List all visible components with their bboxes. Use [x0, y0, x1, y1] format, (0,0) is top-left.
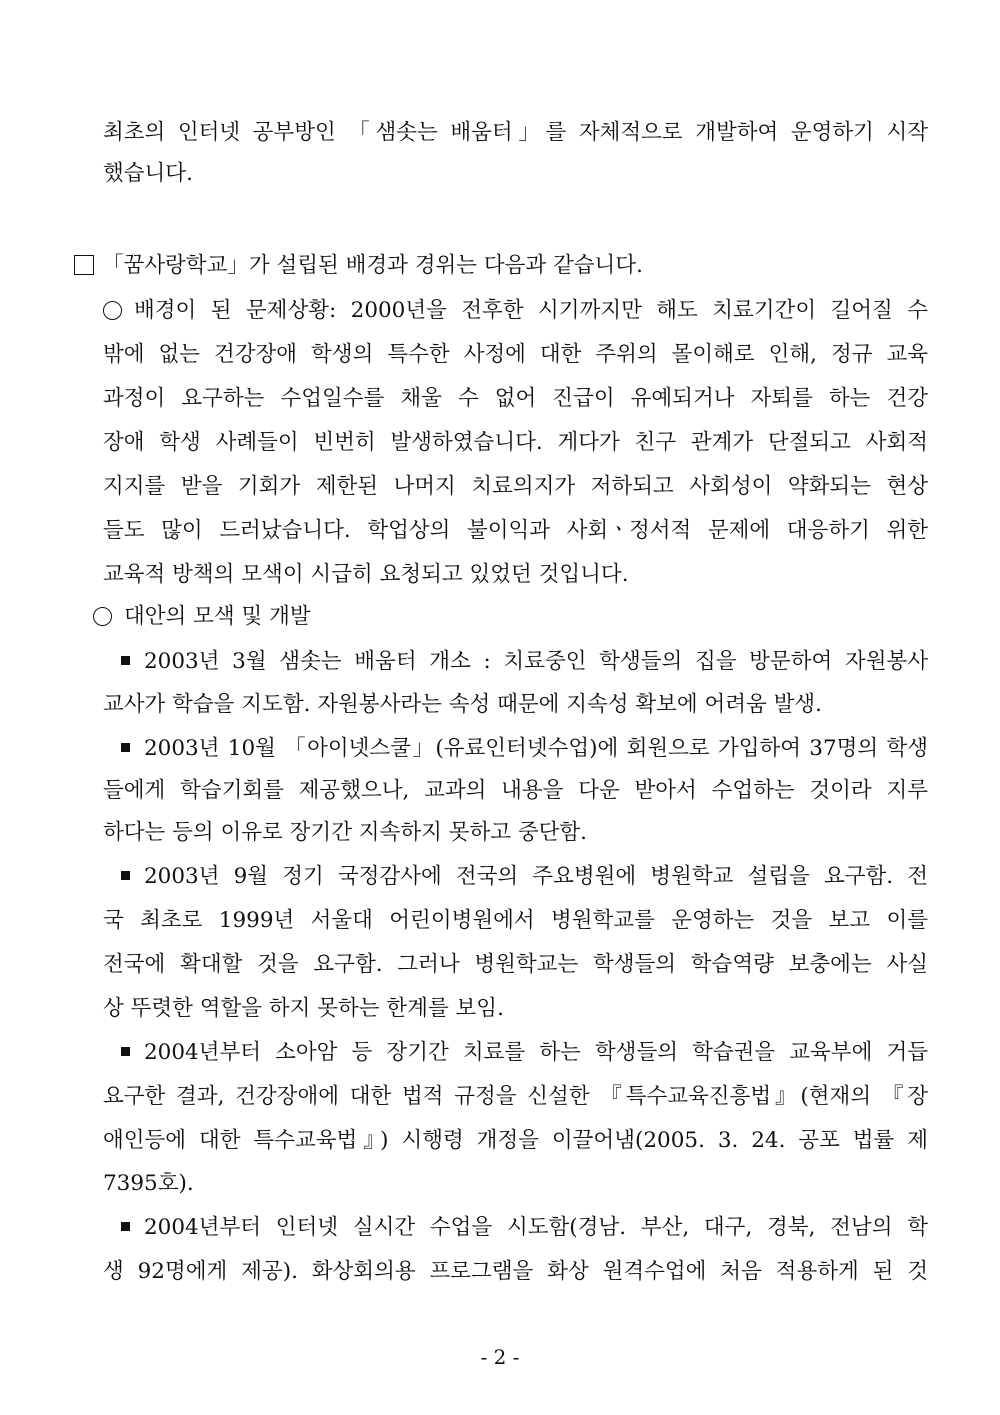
page-number: - 2 - [480, 1345, 520, 1369]
square-bullet-icon [121, 656, 130, 665]
square-bullet-icon [121, 1222, 130, 1231]
background-line-1 [103, 295, 928, 327]
background-text-1: 배경이 된 문제상황: 2000년을 전후한 시기까지만 해도 치료기간이 길어질 수 [134, 298, 928, 323]
circle-bullet-icon [93, 607, 112, 626]
square-bullet-icon [121, 743, 130, 752]
item-2-line-1 [121, 733, 928, 765]
item-4-line-1 [121, 1037, 928, 1069]
item-2-line-2: 들에게 학습기회를 제공했으나, 교과의 내용을 다운 받아서 수업하는 것이라 지루 [103, 778, 928, 803]
item-4-line-2: 요구한 결과, 건강장애에 대한 법적 규정을 신설한 『특수교육진흥법』(현재의 『장 [103, 1084, 928, 1109]
background-line-5: 지지를 받을 기회가 제한된 나머지 치료의지가 저하되고 사회성이 약화되는 현상 [103, 474, 928, 499]
item-4-line-4: 7395호). [103, 1171, 194, 1196]
intro-line-2: 했습니다. [103, 161, 193, 186]
square-bullet-icon [121, 871, 130, 880]
background-line-6: 들도 많이 드러났습니다. 학업상의 불이익과 사회ㆍ정서적 문제에 대응하기 위한 [103, 518, 928, 543]
circle-bullet-icon [103, 301, 122, 320]
alternatives-heading-text: 대안의 모색 및 개발 [124, 604, 311, 629]
item-2-line-3: 하다는 등의 이유로 장기간 지속하지 못하고 중단함. [103, 820, 587, 845]
item-3-text-1: 2003년 9월 정기 국정감사에 전국의 주요병원에 병원학교 설립을 요구함. 전 [144, 864, 928, 889]
item-3-line-3: 전국에 확대할 것을 요구함. 그러나 병원학교는 학생들의 학습역량 보충에는 사실 [103, 952, 928, 977]
item-2-text-1: 2003년 10월 「아이넷스쿨」(유료인터넷수업)에 회원으로 가입하여 37명의 학생 [144, 736, 928, 761]
item-5-line-2: 생 92명에게 제공). 화상회의용 프로그램을 화상 원격수업에 처음 적용하게 된 것 [103, 1259, 928, 1284]
item-4-line-3: 애인등에 대한 특수교육법』) 시행령 개정을 이끌어냄(2005. 3. 24. 공포 법률 제 [103, 1128, 928, 1153]
item-1-line-2: 교사가 학습을 지도함. 자원봉사라는 속성 때문에 지속성 확보에 어려움 발생. [103, 692, 823, 717]
item-3-line-2: 국 최초로 1999년 서울대 어린이병원에서 병원학교를 운영하는 것을 보고 이를 [103, 908, 928, 933]
item-5-line-1 [121, 1212, 928, 1244]
alternatives-heading [93, 601, 311, 633]
item-3-line-4: 상 뚜렷한 역할을 하지 못하는 한계를 보임. [103, 996, 504, 1021]
item-4-text-1: 2004년부터 소아암 등 장기간 치료를 하는 학생들의 학습권을 교육부에 거듭 [144, 1040, 928, 1065]
intro-line-1: 최초의 인터넷 공부방인 「샘솟는 배움터」를 자체적으로 개발하여 운영하기 시작 [103, 120, 928, 145]
background-line-3: 과정이 요구하는 수업일수를 채울 수 없어 진급이 유예되거나 자퇴를 하는 건강 [103, 386, 928, 411]
checkbox-square-icon [74, 255, 94, 275]
section-heading-text: 「꿈사랑학교」가 설립된 배경과 경위는 다음과 같습니다. [102, 253, 643, 278]
item-3-line-1 [121, 861, 928, 893]
square-bullet-icon [121, 1047, 130, 1056]
background-line-7: 교육적 방책의 모색이 시급히 요청되고 있었던 것입니다. [103, 562, 629, 587]
item-1-line-1 [121, 646, 928, 678]
item-1-text-1: 2003년 3월 샘솟는 배움터 개소 : 치료중인 학생들의 집을 방문하여 자원봉사 [144, 649, 928, 674]
item-5-text-1: 2004년부터 인터넷 실시간 수업을 시도함(경남. 부산, 대구, 경북, 전남의 학 [144, 1215, 928, 1240]
background-line-4: 장애 학생 사례들이 빈번히 발생하였습니다. 게다가 친구 관계가 단절되고 사회적 [103, 430, 928, 455]
background-line-2: 밖에 없는 건강장애 학생의 특수한 사정에 대한 주위의 몰이해로 인해, 정규 교육 [103, 342, 928, 367]
section-heading [74, 250, 643, 282]
